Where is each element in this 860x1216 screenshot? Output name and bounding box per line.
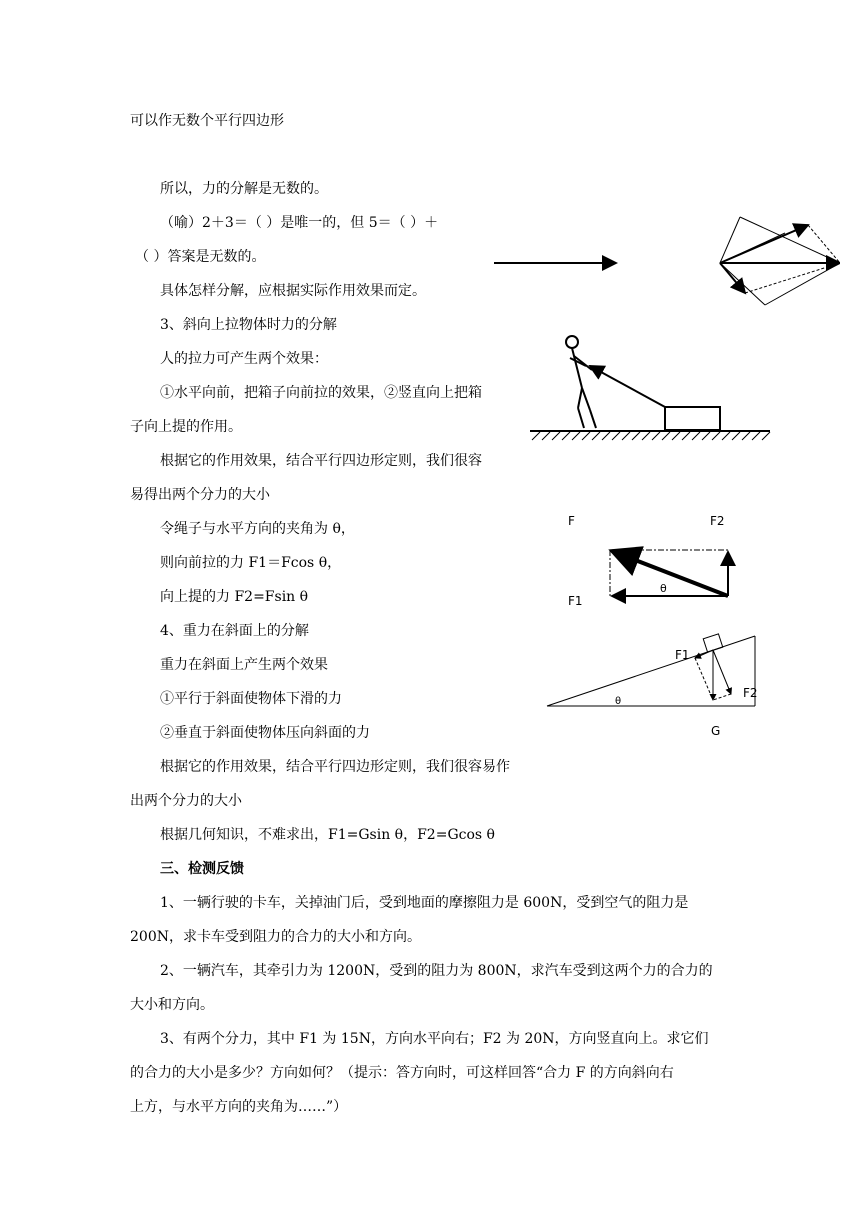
rope-arrow (590, 366, 665, 407)
text-line: 可以作无数个平行四边形 (130, 113, 284, 129)
text-line: 出两个分力的大小 (130, 793, 242, 809)
text-line: 具体怎样分解，应根据实际作用效果而定。 (160, 283, 426, 299)
text-line: （喻）2＋3＝（ ）是唯一的，但 5＝（ ）＋ (160, 215, 439, 231)
text-line: 200N，求卡车受到阻力的合力的大小和方向。 (130, 929, 421, 945)
label-F1: F1 (568, 594, 583, 608)
label-G: G (711, 724, 721, 738)
box (665, 407, 720, 430)
text-line: 根据它的作用效果，结合平行四边形定则，我们很容易作 (160, 759, 510, 775)
incline-surface (547, 636, 755, 706)
text-line: 4、重力在斜面上的分解 (160, 623, 309, 639)
section-heading: 三、检测反馈 (160, 861, 244, 877)
text-line: 3、有两个分力，其中 F1 为 15N，方向水平向右；F2 为 20N，方向竖直向上。求它们 (160, 1031, 709, 1047)
text-line: 向上提的力 F2=Fsin θ (160, 589, 309, 605)
decomposition-figure (490, 205, 840, 315)
resultant-arrow (612, 551, 728, 596)
text-line: 令绳子与水平方向的夹角为 θ， (160, 521, 355, 537)
block (703, 634, 723, 652)
pulling-box-figure (530, 330, 775, 445)
text-line: 重力在斜面上产生两个效果 (160, 657, 328, 673)
text-line: 根据它的作用效果，结合平行四边形定则，我们很容 (160, 453, 482, 469)
text-line: 3、斜向上拉物体时力的分解 (160, 317, 337, 333)
label-F: F (568, 514, 575, 528)
text-line: 子向上提的作用。 (130, 419, 242, 435)
text-line: 根据几何知识，不难求出，F1=Gsin θ，F2=Gcos θ (160, 827, 495, 843)
text-line: 大小和方向。 (130, 997, 214, 1013)
theta-label: θ (660, 582, 667, 595)
text-line: 人的拉力可产生两个效果： (160, 351, 328, 367)
text-line: 则向前拉的力 F1＝Fcos θ， (160, 555, 342, 571)
text-line: 上方，与水平方向的夹角为……”） (130, 1099, 348, 1115)
person-head (566, 336, 578, 348)
label-F2: F2 (743, 686, 758, 700)
text-line: 易得出两个分力的大小 (130, 487, 270, 503)
label-F1: F1 (675, 648, 690, 662)
text-line: ①水平向前，把箱子向前拉的效果，②竖直向上把箱 (160, 385, 482, 401)
text-line: （ ）答案是无数的。 (135, 249, 266, 265)
label-F2: F2 (710, 514, 725, 528)
text-line: ②垂直于斜面使物体压向斜面的力 (160, 725, 370, 741)
incline-figure (545, 628, 775, 743)
text-line: ①平行于斜面使物体下滑的力 (160, 691, 342, 707)
text-line: 2、一辆汽车，其牵引力为 1200N，受到的阻力为 800N，求汽车受到这两个力的合力的 (160, 963, 713, 979)
text-line: 的合力的大小是多少？方向如何？（提示：答方向时，可这样回答“合力 F 的方向斜向右 (130, 1065, 674, 1081)
text-line: 1、一辆行驶的卡车，关掉油门后，受到地面的摩擦阻力是 600N，受到空气的阻力是 (160, 895, 689, 911)
theta-label: θ (615, 696, 622, 707)
text-line: 所以，力的分解是无数的。 (160, 181, 328, 197)
force-rect-figure (560, 510, 760, 615)
